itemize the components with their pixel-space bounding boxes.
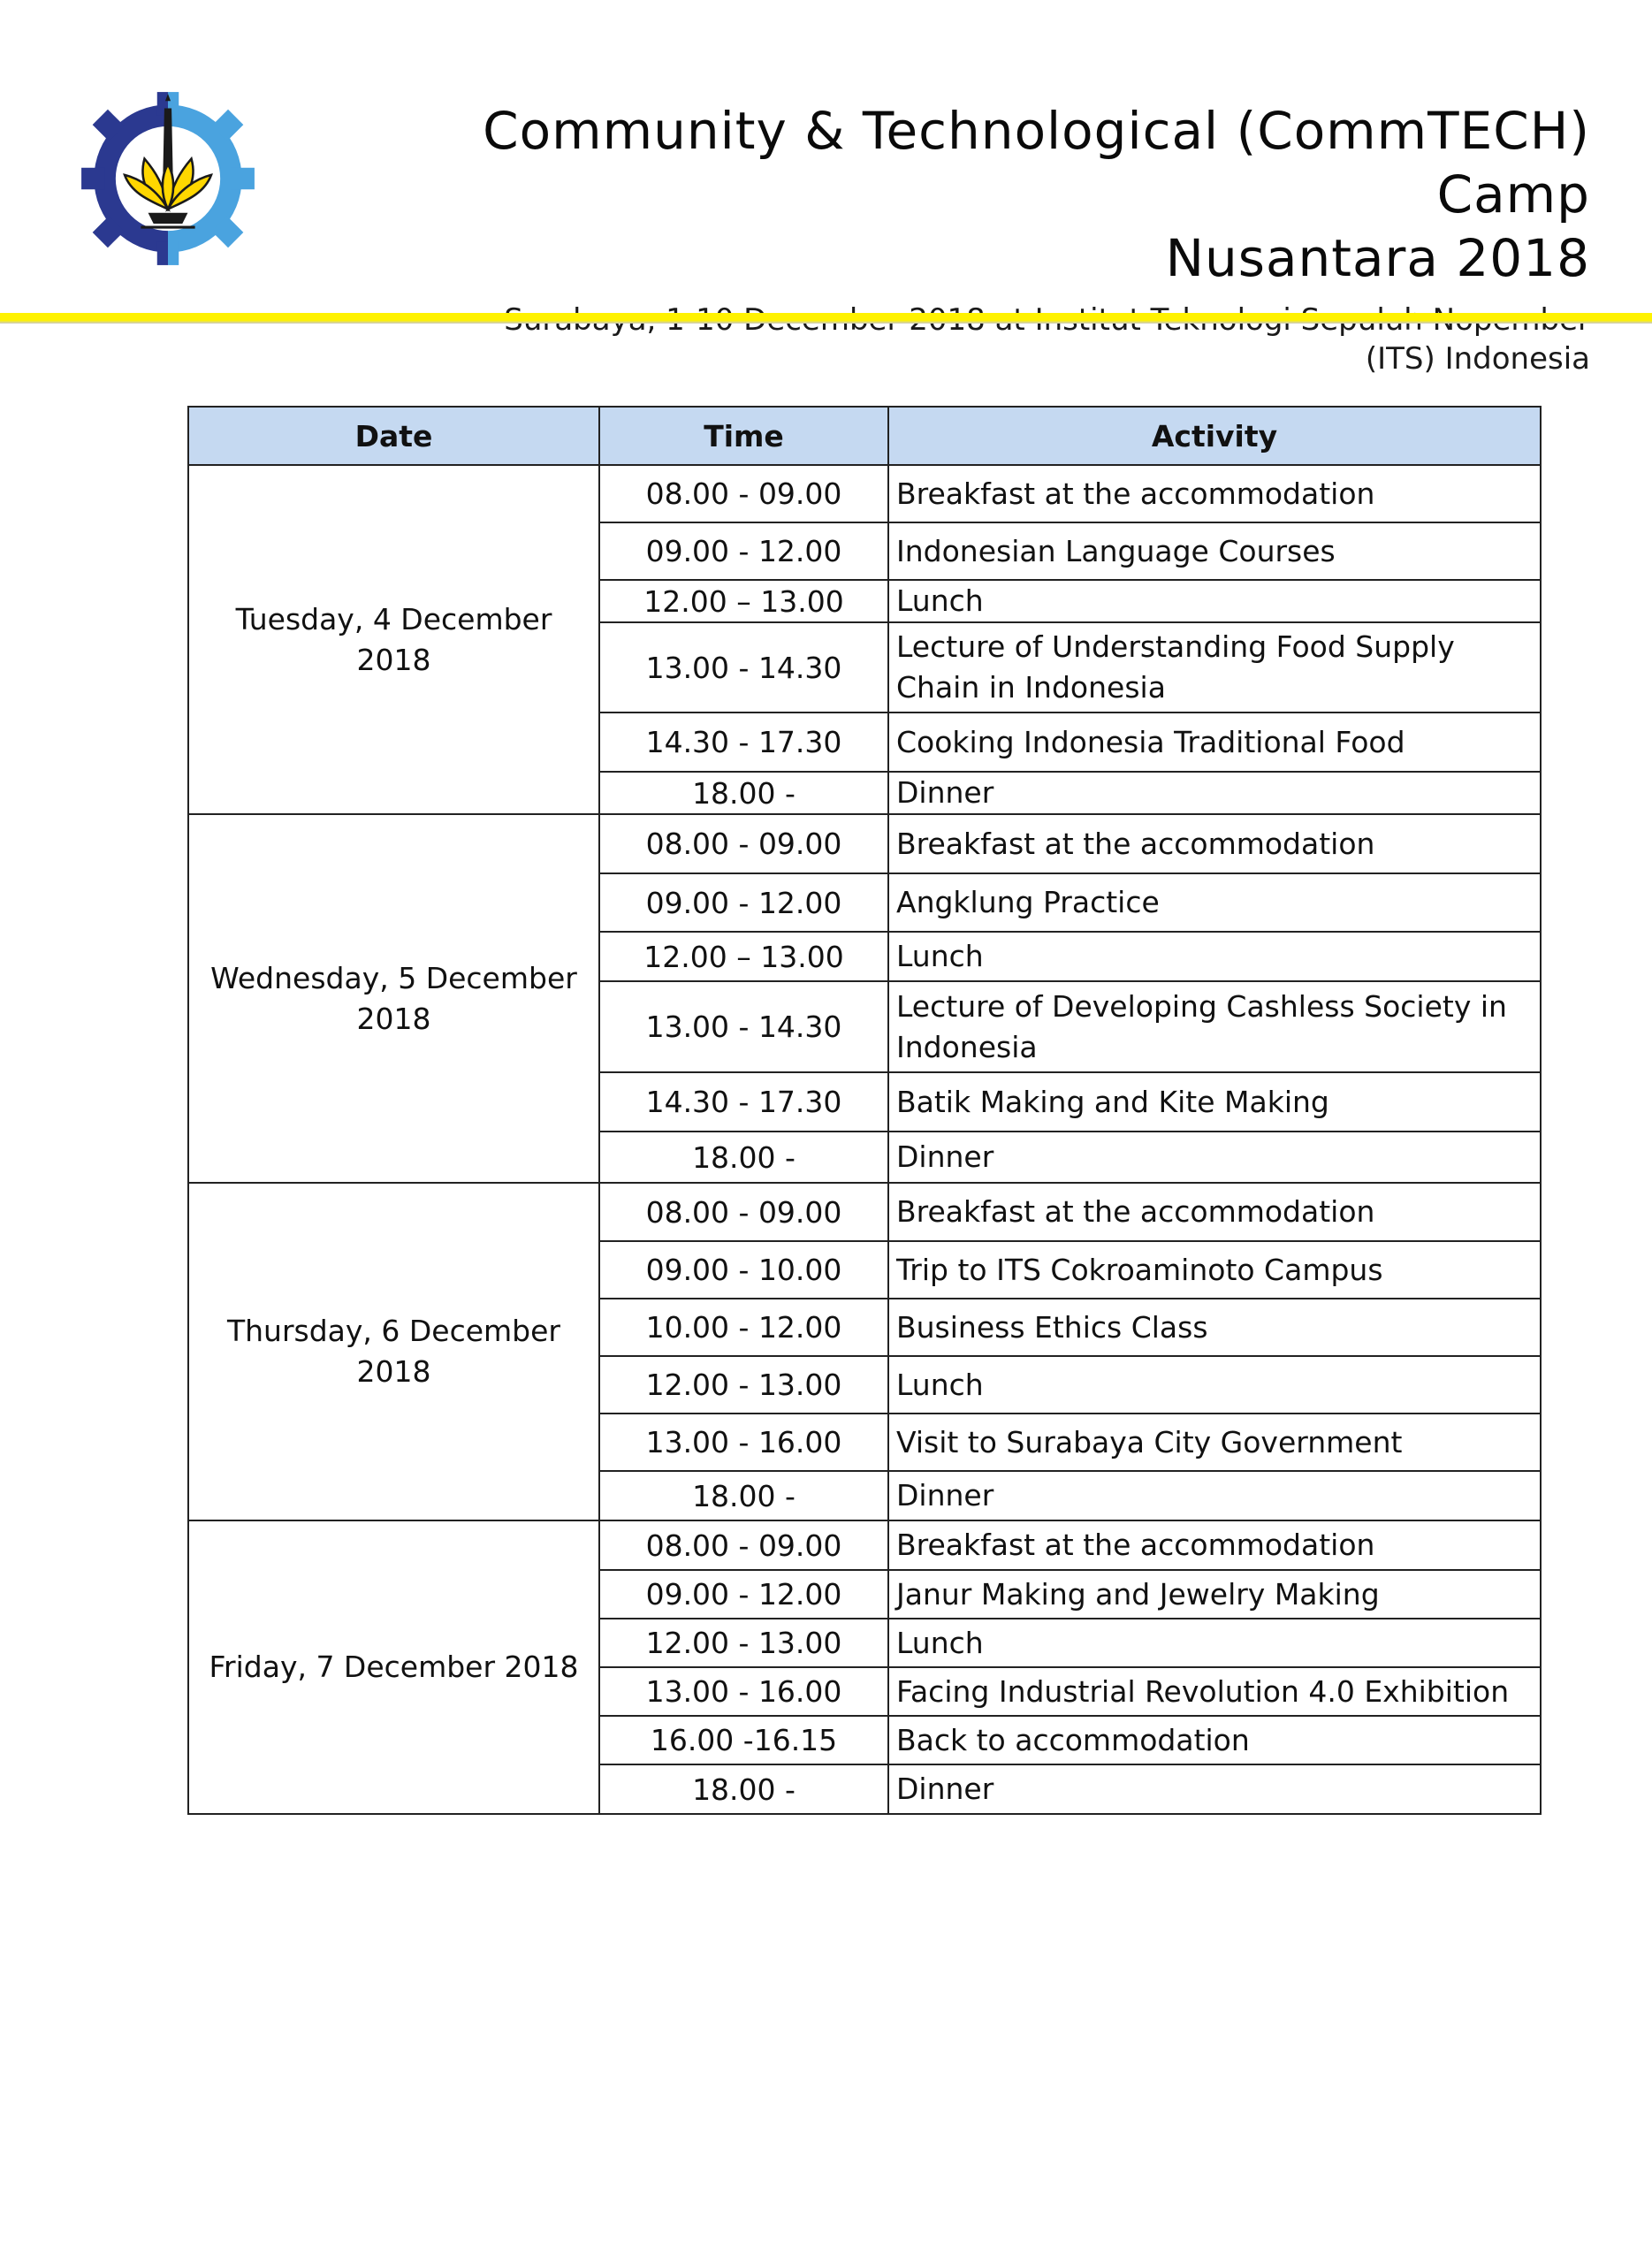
activity-cell: Dinner <box>888 772 1541 814</box>
activity-cell: Lunch <box>888 932 1541 981</box>
time-cell: 18.00 - <box>599 772 888 814</box>
document-subtitle-line-2: (ITS) Indonesia <box>1365 341 1590 377</box>
date-cell: Tuesday, 4 December 2018 <box>188 465 599 814</box>
activity-cell: Dinner <box>888 1764 1541 1814</box>
time-cell: 13.00 - 14.30 <box>599 981 888 1072</box>
date-cell: Wednesday, 5 December 2018 <box>188 814 599 1183</box>
activity-cell: Lunch <box>888 580 1541 622</box>
time-cell: 09.00 - 12.00 <box>599 873 888 932</box>
time-cell: 13.00 - 14.30 <box>599 622 888 713</box>
time-cell: 16.00 -16.15 <box>599 1716 888 1764</box>
column-header-time: Time <box>599 407 888 465</box>
date-cell: Thursday, 6 December 2018 <box>188 1183 599 1520</box>
table-row <box>188 814 1541 873</box>
activity-cell: Trip to ITS Cokroaminoto Campus <box>888 1241 1541 1299</box>
time-cell: 13.00 - 16.00 <box>599 1667 888 1716</box>
date-cell: Friday, 7 December 2018 <box>188 1520 599 1814</box>
activity-cell: Breakfast at the accommodation <box>888 465 1541 522</box>
time-cell: 08.00 - 09.00 <box>599 814 888 873</box>
time-cell: 08.00 - 09.00 <box>599 465 888 522</box>
column-header-activity: Activity <box>888 407 1541 465</box>
time-cell: 10.00 - 12.00 <box>599 1299 888 1356</box>
activity-cell: Back to accommodation <box>888 1716 1541 1764</box>
table-row <box>188 465 1541 522</box>
document-title-line-1: Community & Technological (CommTECH) Camp <box>483 101 1590 225</box>
time-cell: 18.00 - <box>599 1132 888 1183</box>
activity-cell: Lunch <box>888 1356 1541 1414</box>
time-cell: 12.00 – 13.00 <box>599 932 888 981</box>
activity-cell: Facing Industrial Revolution 4.0 Exhibition <box>888 1667 1541 1716</box>
document-header <box>441 99 1590 378</box>
table-row <box>188 1520 1541 1570</box>
time-cell: 09.00 - 12.00 <box>599 1570 888 1619</box>
activity-cell: Business Ethics Class <box>888 1299 1541 1356</box>
activity-cell: Batik Making and Kite Making <box>888 1072 1541 1132</box>
document-title-line-2: Nusantara 2018 <box>1165 228 1590 288</box>
table-header-row <box>188 407 1541 465</box>
activity-cell: Dinner <box>888 1132 1541 1183</box>
time-cell: 14.30 - 17.30 <box>599 713 888 772</box>
time-cell: 08.00 - 09.00 <box>599 1183 888 1241</box>
activity-cell: Visit to Surabaya City Government <box>888 1414 1541 1471</box>
time-cell: 09.00 - 12.00 <box>599 522 888 580</box>
time-cell: 08.00 - 09.00 <box>599 1520 888 1570</box>
header-divider <box>0 313 1652 324</box>
activity-cell: Breakfast at the accommodation <box>888 1183 1541 1241</box>
time-cell: 18.00 - <box>599 1764 888 1814</box>
activity-cell: Angklung Practice <box>888 873 1541 932</box>
activity-cell: Janur Making and Jewelry Making <box>888 1570 1541 1619</box>
activity-cell: Lecture of Developing Cashless Society in Indonesia <box>888 981 1541 1072</box>
activity-cell: Dinner <box>888 1471 1541 1520</box>
activity-cell: Lunch <box>888 1619 1541 1667</box>
time-cell: 18.00 - <box>599 1471 888 1520</box>
column-header-date: Date <box>188 407 599 465</box>
its-logo-icon <box>78 88 258 269</box>
time-cell: 09.00 - 10.00 <box>599 1241 888 1299</box>
time-cell: 12.00 - 13.00 <box>599 1619 888 1667</box>
activity-cell: Indonesian Language Courses <box>888 522 1541 580</box>
activity-cell: Lecture of Understanding Food Supply Chain in Indonesia <box>888 622 1541 713</box>
schedule-table <box>187 406 1542 1815</box>
time-cell: 14.30 - 17.30 <box>599 1072 888 1132</box>
activity-cell: Cooking Indonesia Traditional Food <box>888 713 1541 772</box>
activity-cell: Breakfast at the accommodation <box>888 814 1541 873</box>
time-cell: 12.00 - 13.00 <box>599 1356 888 1414</box>
activity-cell: Breakfast at the accommodation <box>888 1520 1541 1570</box>
time-cell: 13.00 - 16.00 <box>599 1414 888 1471</box>
time-cell: 12.00 – 13.00 <box>599 580 888 622</box>
table-row <box>188 1183 1541 1241</box>
